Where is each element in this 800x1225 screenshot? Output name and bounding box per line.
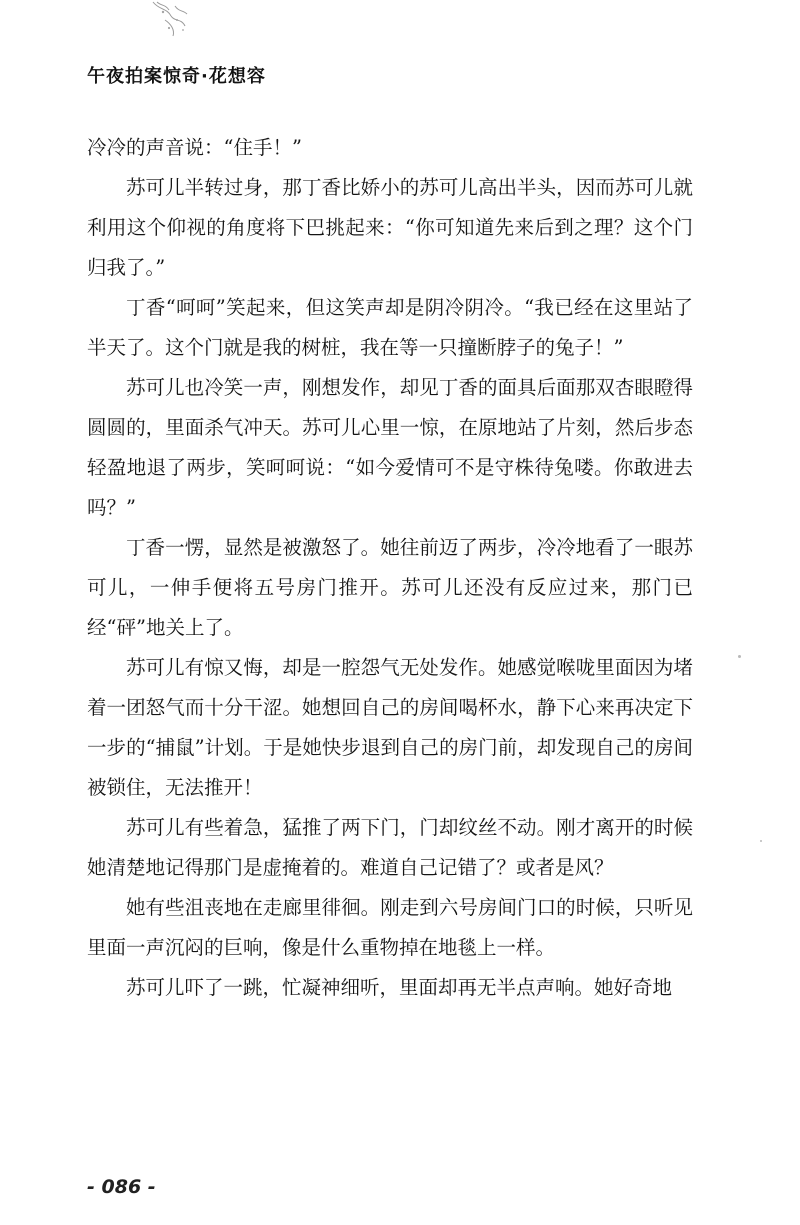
paragraph-5: 丁香一愣，显然是被激怒了。她往前迈了两步，冷冷地看了一眼苏可儿，一伸手便将五号房门推开。苏可儿还没有反应过来，那门已经“砰”地关上了。 [87, 536, 693, 639]
decorative-ornament-icon [145, 0, 195, 42]
running-header-title: 午夜拍案惊奇·花想容 [87, 66, 266, 87]
paragraph-7: 苏可儿有些着急，猛推了两下门，门却纹丝不动。刚才离开的时候她清楚地记得那门是虚掩着的。难道自己记错了？或者是风？ [87, 816, 693, 879]
paragraph-1: 冷冷的声音说：“住手！” [87, 136, 302, 159]
scan-speck [760, 840, 762, 842]
paragraph-6: 苏可儿有惊又悔，却是一腔怨气无处发作。她感觉喉咙里面因为堵着一团怒气而十分干涩。她想回自己的房间喝杯水，静下心来再决定下一步的“捕鼠”计划。于是她快步退到自己的房门前，却发现自己的房间被锁住，无法推开！ [87, 656, 693, 799]
scan-speck [738, 655, 741, 658]
paragraph-8: 她有些沮丧地在走廊里徘徊。刚走到六号房间门口的时候，只听见里面一声沉闷的巨响，像是什么重物掉在地毯上一样。 [87, 896, 693, 959]
body-text [87, 128, 693, 1008]
paragraph-2: 苏可儿半转过身，那丁香比娇小的苏可儿高出半头，因而苏可儿就利用这个仰视的角度将下巴挑起来：“你可知道先来后到之理？这个门归我了。” [87, 176, 693, 279]
page-number: - 086 - [87, 1176, 156, 1198]
paragraph-4: 苏可儿也冷笑一声，刚想发作，却见丁香的面具后面那双杏眼瞪得圆圆的，里面杀气冲天。苏可儿心里一惊，在原地站了片刻，然后步态轻盈地退了两步，笑呵呵说：“如今爱情可不是守株待兔喽。你敢进去吗？” [87, 376, 693, 519]
paragraph-9: 苏可儿吓了一跳，忙凝神细听，里面却再无半点声响。她好奇地 [126, 976, 673, 999]
paragraph-3: 丁香“呵呵”笑起来，但这笑声却是阴冷阴冷。“我已经在这里站了半天了。这个门就是我的树桩，我在等一只撞断脖子的兔子！” [87, 296, 693, 359]
